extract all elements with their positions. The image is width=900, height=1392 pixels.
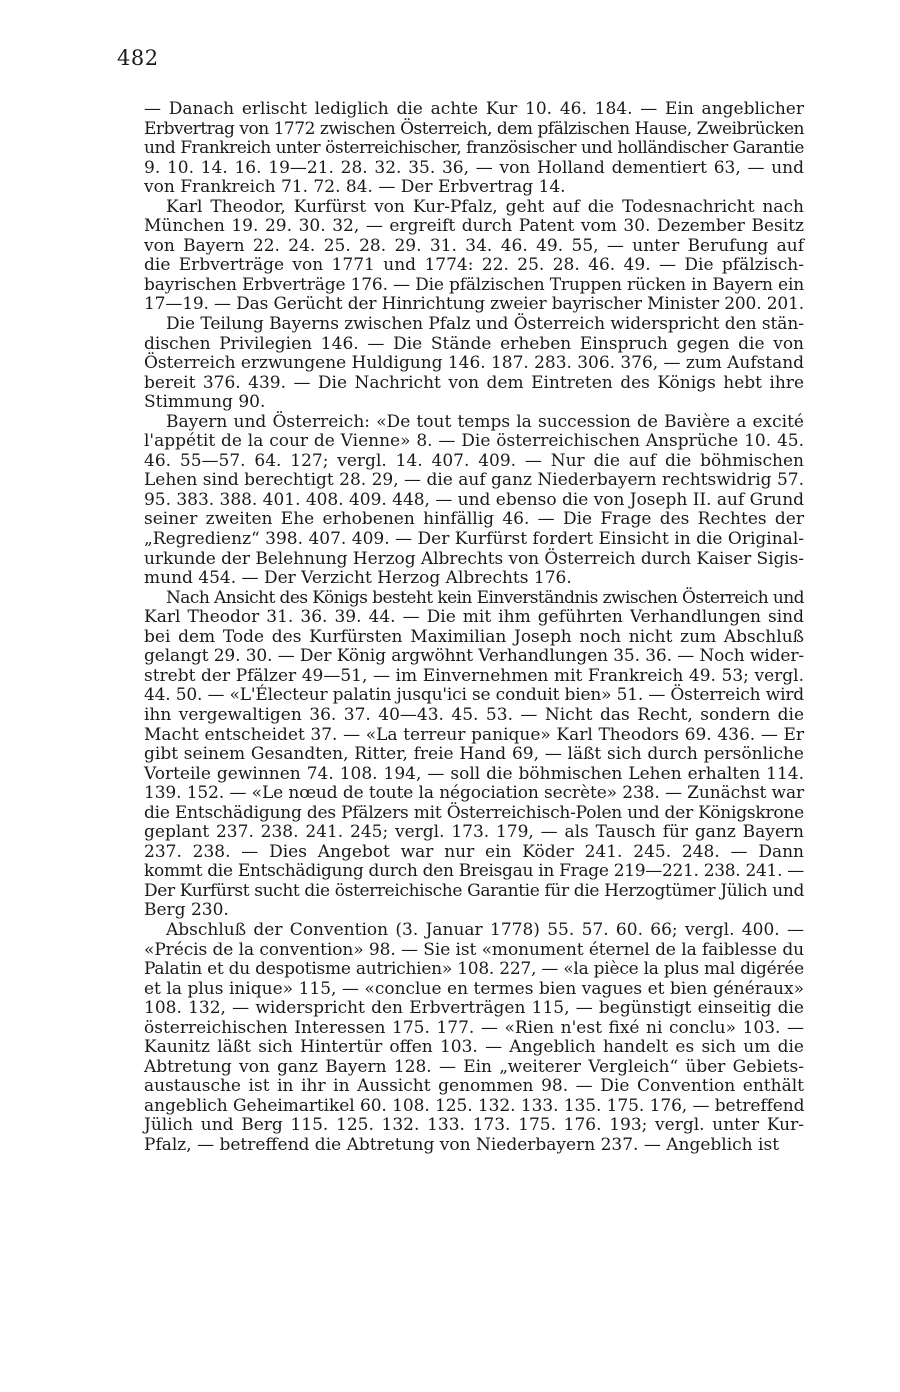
- text-line: Erbvertrag von 1772 zwischen Österreich, dem pfälzischen Hause, Zweibrücken: [144, 118, 804, 139]
- text-line: die Entschädigung des Pfälzers mit Österreichisch-Polen und der Königskrone: [144, 802, 804, 823]
- text-line: l'appétit de la cour de Vienne» 8. — Die österreichischen Ansprüche 10. 45.: [144, 431, 804, 452]
- text-line: Jülich und Berg 115. 125. 132. 133. 173. 175. 176. 193; vergl. unter Kur-: [144, 1115, 804, 1136]
- text-line: et la plus inique» 115, — «conclue en termes bien vagues et bien généraux»: [144, 978, 804, 999]
- text-line: ihn vergewaltigen 36. 37. 40—43. 45. 53. — Nicht das Recht, sondern die: [144, 704, 804, 725]
- text-line: österreichischen Interessen 175. 177. — «Rien n'est fixé ni conclu» 103. —: [144, 1017, 804, 1038]
- paragraph: [144, 589, 804, 921]
- text-line: Karl Theodor 31. 36. 39. 44. — Die mit ihm geführten Verhandlungen sind: [144, 607, 804, 628]
- text-line: Berg 230.: [144, 900, 229, 921]
- text-line: von Frankreich 71. 72. 84. — Der Erbvertrag 14.: [144, 177, 566, 198]
- text-line: Palatin et du despotisme autrichien» 108. 227, — «la pièce la plus mal digérée: [144, 959, 804, 980]
- text-line: und Frankreich unter österreichischer, französischer und holländischer Garantie: [144, 138, 804, 159]
- paragraph: [144, 921, 804, 1156]
- paragraph: [144, 413, 804, 589]
- index-text: [144, 100, 804, 1156]
- text-line: gelangt 29. 30. — Der König argwöhnt Verhandlungen 35. 36. — Noch wider-: [144, 646, 804, 667]
- paragraph: [144, 198, 804, 315]
- text-line: «Précis de la convention» 98. — Sie ist «monument éternel de la faiblesse du: [144, 939, 804, 960]
- text-line: „Regredienz“ 398. 407. 409. — Der Kurfürst fordert Einsicht in die Original-: [144, 529, 804, 550]
- text-line: Macht entscheidet 37. — «La terreur panique» Karl Theodors 69. 436. — Er: [144, 724, 804, 745]
- text-line: dischen Privilegien 146. — Die Stände erheben Einspruch gegen die von: [144, 333, 804, 354]
- text-line: austausche ist in ihr in Aussicht genommen 98. — Die Convention enthält: [144, 1076, 804, 1097]
- text-line: 139. 152. — «Le nœud de toute la négociation secrète» 238. — Zunächst war: [144, 783, 804, 804]
- text-line: 108. 132, — widerspricht den Erbverträgen 115, — begünstigt einseitig die: [144, 998, 804, 1019]
- text-line: von Bayern 22. 24. 25. 28. 29. 31. 34. 46. 49. 55, — unter Berufung auf: [144, 235, 804, 256]
- text-line: urkunde der Belehnung Herzog Albrechts von Österreich durch Kaiser Sigis-: [144, 548, 804, 569]
- text-line: geplant 237. 238. 241. 245; vergl. 173. 179, — als Tausch für ganz Bayern: [144, 822, 804, 843]
- text-line: 9. 10. 14. 16. 19—21. 28. 32. 35. 36, — von Holland dementiert 63, — und: [144, 157, 804, 178]
- text-line: gibt seinem Gesandten, Ritter, freie Hand 69, — läßt sich durch persönliche: [144, 744, 804, 765]
- text-line: strebt der Pfälzer 49—51, — im Einvernehmen mit Frankreich 49. 53; vergl.: [144, 665, 804, 686]
- text-line: die Erbverträge von 1771 und 1774: 22. 25. 28. 46. 49. — Die pfälzisch-: [144, 255, 804, 276]
- text-line: München 19. 29. 30. 32, — ergreift durch Patent vom 30. Dezember Besitz: [144, 216, 804, 237]
- text-line: mund 454. — Der Verzicht Herzog Albrechts 176.: [144, 568, 572, 589]
- text-line: kommt die Entschädigung durch den Breisgau in Frage 219—221. 238. 241. —: [144, 861, 804, 882]
- text-line: seiner zweiten Ehe erhobenen hinfällig 46. — Die Frage des Rechtes der: [144, 509, 804, 530]
- text-line: Abschluß der Convention (3. Januar 1778) 55. 57. 60. 66; vergl. 400. —: [166, 919, 804, 940]
- paragraph: [144, 315, 804, 413]
- text-line: Österreich erzwungene Huldigung 146. 187. 283. 306. 376, — zum Aufstand: [144, 353, 804, 374]
- text-line: Die Teilung Bayerns zwischen Pfalz und Österreich widerspricht den stän-: [166, 314, 804, 335]
- text-line: Kaunitz läßt sich Hintertür offen 103. — Angeblich handelt es sich um die: [144, 1037, 804, 1058]
- page-number: 482: [117, 46, 159, 70]
- text-line: Abtretung von ganz Bayern 128. — Ein „weiterer Vergleich“ über Gebiets-: [144, 1056, 804, 1077]
- text-line: Der Kurfürst sucht die österreichische Garantie für die Herzogtümer Jülich und: [144, 880, 805, 901]
- text-line: 237. 238. — Dies Angebot war nur ein Köder 241. 245. 248. — Dann: [144, 841, 804, 862]
- text-line: Lehen sind berechtigt 28. 29, — die auf ganz Niederbayern rechtswidrig 57.: [144, 470, 804, 491]
- text-line: bereit 376. 439. — Die Nachricht von dem Eintreten des Königs hebt ihre: [144, 372, 804, 393]
- text-line: Karl Theodor, Kurfürst von Kur-Pfalz, geht auf die Todesnachricht nach: [166, 196, 804, 217]
- paragraph: [144, 100, 804, 198]
- text-line: 17—19. — Das Gerücht der Hinrichtung zweier bayrischer Minister 200. 201.: [144, 294, 804, 315]
- text-line: Stimmung 90.: [144, 392, 266, 413]
- text-line: 95. 383. 388. 401. 408. 409. 448, — und ebenso die von Joseph II. auf Grund: [144, 489, 804, 510]
- text-line: 46. 55—57. 64. 127; vergl. 14. 407. 409. — Nur die auf die böhmischen: [144, 450, 804, 471]
- text-line: bei dem Tode des Kurfürsten Maximilian Joseph noch nicht zum Abschluß: [144, 626, 804, 647]
- text-line: Bayern und Österreich: «De tout temps la succession de Bavière a excité: [166, 411, 804, 432]
- text-line: bayrischen Erbverträge 176. — Die pfälzischen Truppen rücken in Bayern ein: [144, 274, 804, 295]
- text-line: Nach Ansicht des Königs besteht kein Einverständnis zwischen Österreich und: [166, 587, 804, 608]
- text-line: 44. 50. — «L'Électeur palatin jusqu'ici se conduit bien» 51. — Österreich wird: [144, 685, 804, 706]
- text-line: angeblich Geheimartikel 60. 108. 125. 132. 133. 135. 175. 176, — betreffend: [144, 1095, 805, 1116]
- text-line: — Danach erlischt lediglich die achte Kur 10. 46. 184. — Ein angeblicher: [144, 99, 804, 119]
- text-line: Pfalz, — betreffend die Abtretung von Niederbayern 237. — Angeblich ist: [144, 1134, 780, 1155]
- text-line: Vorteile gewinnen 74. 108. 194, — soll die böhmischen Lehen erhalten 114.: [144, 763, 804, 784]
